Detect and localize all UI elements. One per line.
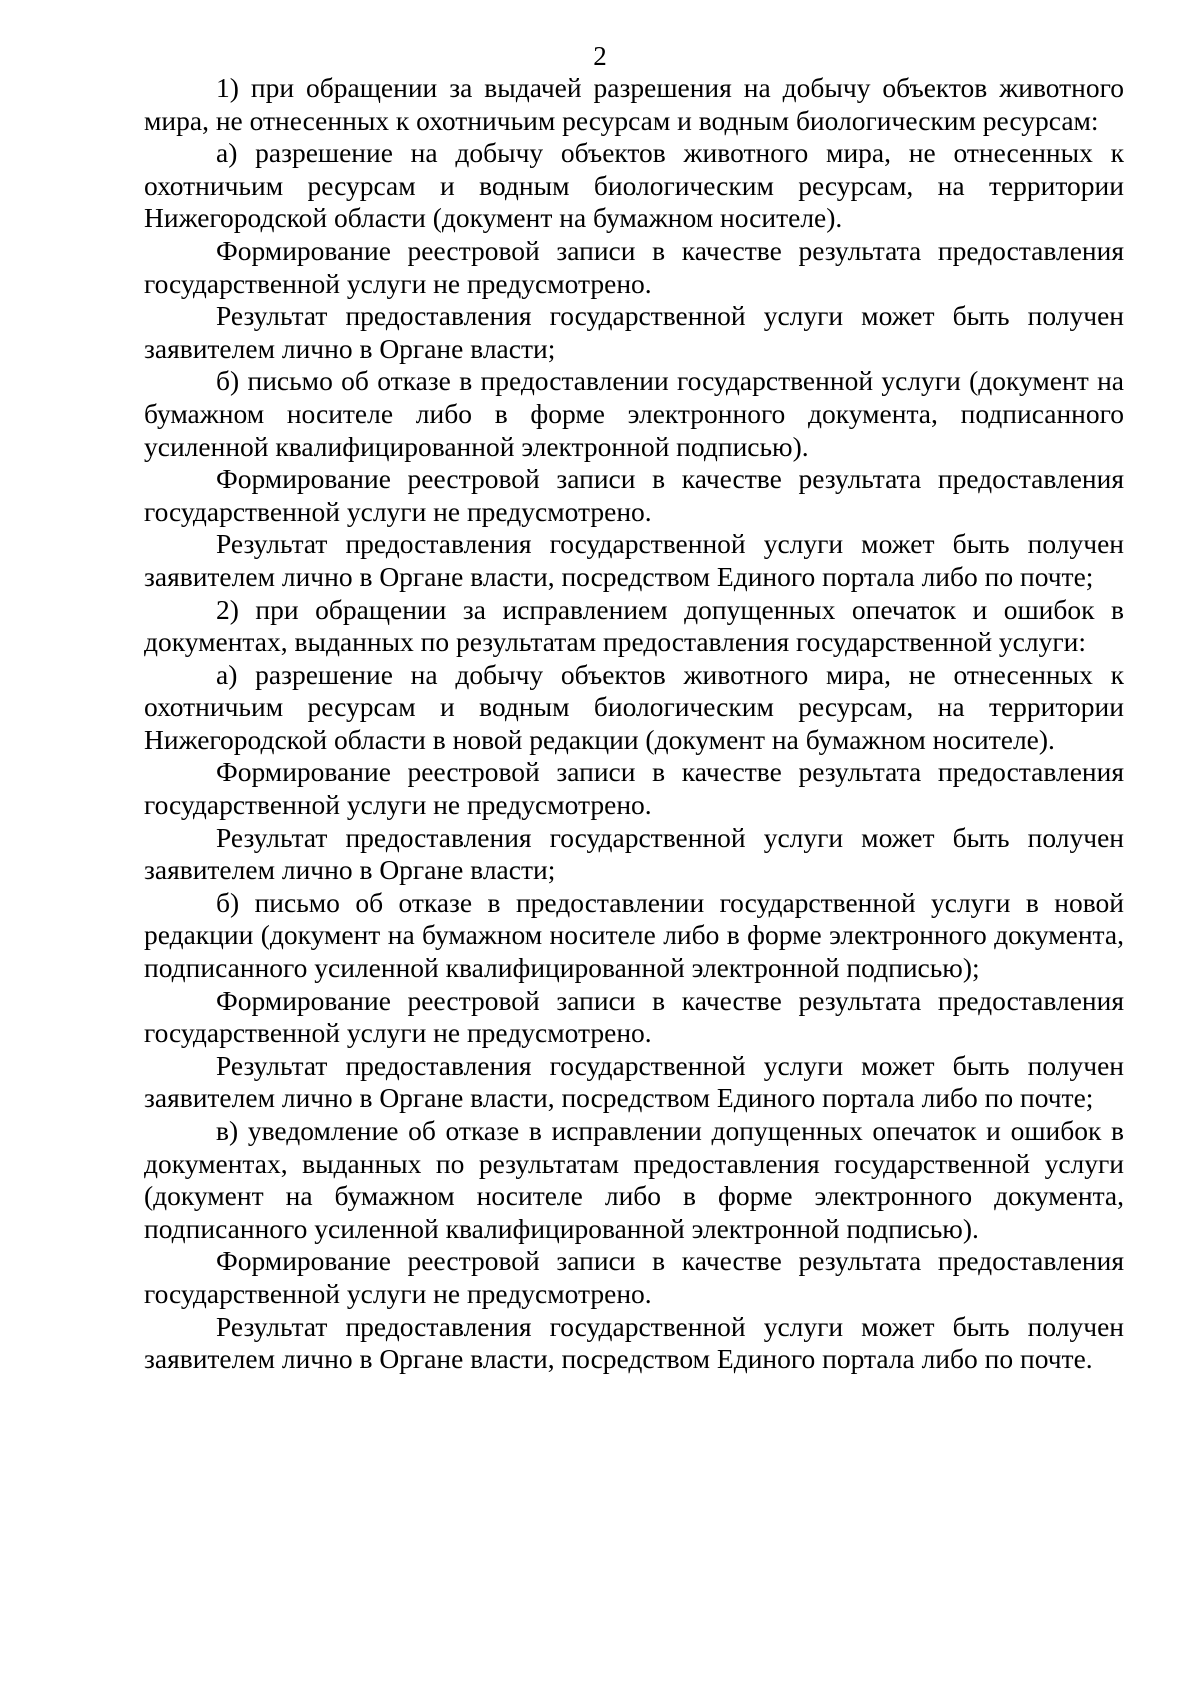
paragraph-result-note: Результат предоставления государственной услуги может быть получен заявителем лично в Органе власти;	[144, 300, 1124, 364]
page-number: 2	[593, 41, 607, 71]
paragraph-1a: а) разрешение на добычу объектов животного мира, не отнесенных к охотничьим ресурсам и водным биологическим ресурсам, на территории Нижегородской области (документ на бумажном носителе).	[144, 137, 1124, 234]
document-body	[144, 72, 1124, 1376]
paragraph-registry-note: Формирование реестровой записи в качестве результата предоставления государственной услуги не предусмотрено.	[144, 984, 1124, 1049]
paragraph-2v: в) уведомление об отказе в исправлении допущенных опечаток и ошибок в документах, выданных по результатам предоставления государственной услуги (документ на бумажном носителе либо в форме электронного документа, подписанного усиленной квалифицированной электронной подписью).	[144, 1115, 1124, 1244]
paragraph-result-note: Результат предоставления государственной услуги может быть получен заявителем лично в Органе власти, посредством Единого портала либо по почте.	[144, 1310, 1124, 1375]
paragraph-1: 1) при обращении за выдачей разрешения на добычу объектов животного мира, не отнесенных к охотничьим ресурсам и водным биологическим ресурсам:	[144, 72, 1124, 136]
paragraph-1b: б) письмо об отказе в предоставлении государственной услуги (документ на бумажном носителе либо в форме электронного документа, подписанного усиленной квалифицированной электронной подписью).	[144, 365, 1124, 462]
paragraph-2a: а) разрешение на добычу объектов животного мира, не отнесенных к охотничьим ресурсам и водным биологическим ресурсам, на территории Нижегородской области в новой редакции (документ на бумажном носителе).	[144, 658, 1124, 755]
paragraph-registry-note: Формирование реестровой записи в качестве результата предоставления государственной услуги не предусмотрено.	[144, 234, 1124, 299]
paragraph-registry-note: Формирование реестровой записи в качестве результата предоставления государственной услуги не предусмотрено.	[144, 756, 1124, 821]
paragraph-result-note: Результат предоставления государственной услуги может быть получен заявителем лично в Органе власти, посредством Единого портала либо по почте;	[144, 528, 1124, 592]
paragraph-registry-note: Формирование реестровой записи в качестве результата предоставления государственной услуги не предусмотрено.	[144, 463, 1124, 527]
paragraph-2b: б) письмо об отказе в предоставлении государственной услуги в новой редакции (документ на бумажном носителе либо в форме электронного документа, подписанного усиленной квалифицированной электронной подписью);	[144, 886, 1124, 984]
paragraph-2: 2) при обращении за исправлением допущенных опечаток и ошибок в документах, выданных по результатам предоставления государственной услуги:	[144, 593, 1124, 658]
paragraph-result-note: Результат предоставления государственной услуги может быть получен заявителем лично в Органе власти;	[144, 821, 1124, 886]
paragraph-registry-note: Формирование реестровой записи в качестве результата предоставления государственной услуги не предусмотрено.	[144, 1245, 1124, 1309]
paragraph-result-note: Результат предоставления государственной услуги может быть получен заявителем лично в Органе власти, посредством Единого портала либо по почте;	[144, 1049, 1124, 1114]
